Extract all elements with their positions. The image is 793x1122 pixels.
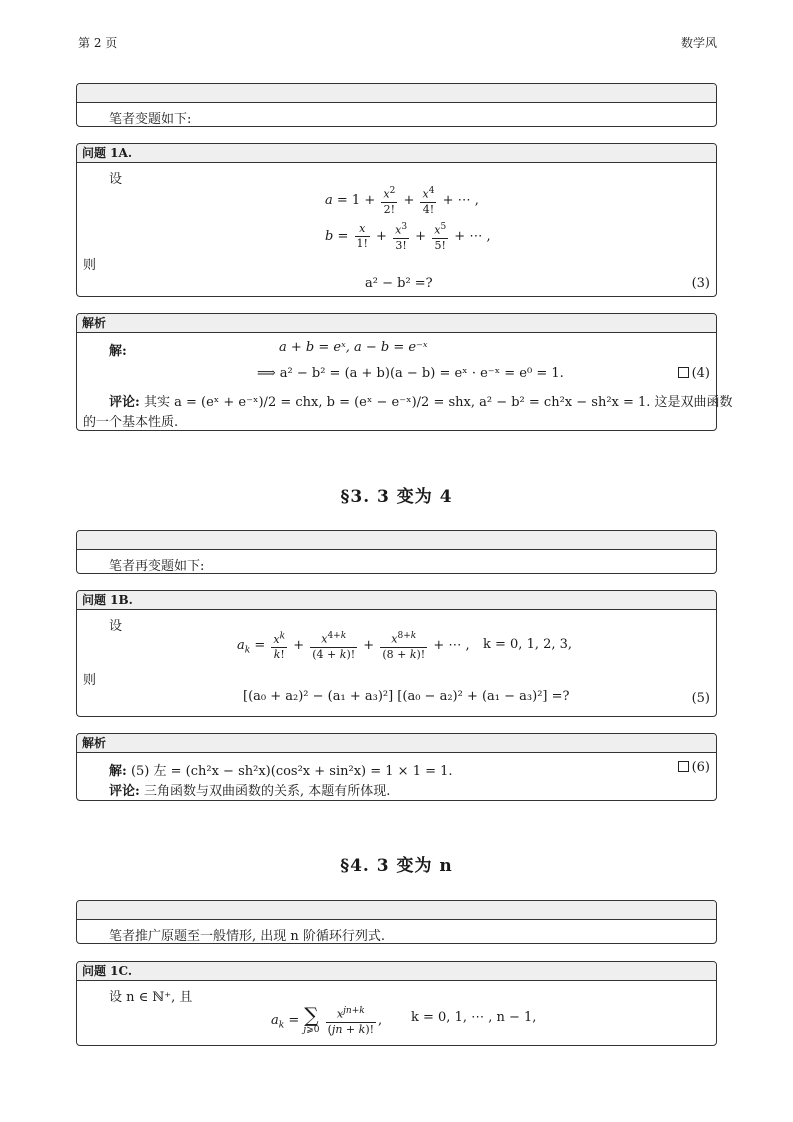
solution-line-1: 解: (5) 左 = (ch²x − sh²x)(cos²x + sin²x) = 1 × 1 = 1.: [109, 764, 453, 779]
problem-1b-box: [76, 590, 717, 717]
solution-title: 解析: [77, 734, 716, 753]
equation-number: (4): [678, 366, 710, 381]
solution-box-2: [76, 733, 717, 801]
equation-b: b = $\frac{x}{1!}$ + $\frac{x^3}{3!}$ + $\frac{x^5}{5!}$ + ⋯ ,: [325, 221, 491, 252]
comment-continued: 的一个基本性质.: [83, 415, 179, 430]
equation-question: a² − b² =?: [365, 276, 433, 291]
section-heading-3: §3. 3 变为 4: [340, 487, 453, 507]
qed-icon: [678, 761, 689, 772]
problem-title: 问题 1B.: [77, 591, 716, 610]
page-number: 第 2 页: [78, 36, 118, 50]
solution-box-1: [76, 313, 733, 431]
remark-text: 笔者推广原题至一般情形, 出现 n 阶循环行列式.: [109, 929, 386, 944]
setup-text: 设 n ∈ ℕ⁺, 且: [109, 990, 193, 1005]
equation-number: (5): [691, 691, 710, 706]
journal-name: 数学风: [680, 36, 717, 50]
equation-question: [(a₀ + a₂)² − (a₁ + a₃)²] [(a₀ − a₂)² + (a₁ − a₃)²] =?: [243, 689, 570, 704]
then-text: 则: [83, 258, 97, 273]
comment: 评论: 其实 a = (eˣ + e⁻ˣ)/2 = chx, b = (eˣ − e⁻ˣ)/2 = shx, a² − b² = ch²x − sh²x = 1. 这是双曲函数: [109, 395, 733, 410]
setup-text: 设: [109, 619, 123, 634]
remark-box-3: [76, 900, 717, 944]
equation-number: (6): [678, 760, 710, 775]
solution-line-2: ⟹ a² − b² = (a + b)(a − b) = eˣ · e⁻ˣ = e⁰ = 1.: [257, 366, 564, 381]
remark-text: 笔者再变题如下:: [109, 559, 205, 574]
solve-label: 解:: [109, 344, 127, 359]
comment: 评论: 三角函数与双曲函数的关系, 本题有所体现.: [109, 784, 391, 799]
remark-box-1: [76, 83, 717, 127]
solution-line-1: a + b = eˣ, a − b = e⁻ˣ: [279, 340, 428, 355]
k-range: k = 0, 1, ⋯ , n − 1,: [411, 1010, 537, 1025]
problem-title: 问题 1A.: [77, 144, 716, 163]
equation-ak: $a_k$ = $\frac{x^k}{k!}$ + $\frac{x^{4+k}}{(4 + k)!}$ + $\frac{x^{8+k}}{(8 + k)!}$ + ⋯ ,: [237, 631, 470, 661]
then-text: 则: [83, 673, 97, 688]
remark-box-2: [76, 530, 717, 574]
problem-1c-box: [76, 961, 717, 1046]
qed-icon: [678, 367, 689, 378]
section-heading-4: §4. 3 变为 n: [340, 856, 453, 876]
equation-number: (3): [691, 276, 710, 291]
equation-ak: $a_k$ = ∑ j⩾0 $\frac{x^{jn+k}}{(jn + k)!}$ ,: [271, 1003, 383, 1036]
equation-a: a = 1 + $\frac{x^2}{2!}$ + $\frac{x^4}{4!}$ + ⋯ ,: [325, 186, 479, 216]
k-range: k = 0, 1, 2, 3,: [483, 637, 573, 652]
problem-title: 问题 1C.: [77, 962, 716, 981]
solution-title: 解析: [77, 314, 716, 333]
problem-1a-box: [76, 143, 717, 297]
remark-text: 笔者变题如下:: [109, 112, 192, 127]
setup-text: 设: [109, 172, 123, 187]
